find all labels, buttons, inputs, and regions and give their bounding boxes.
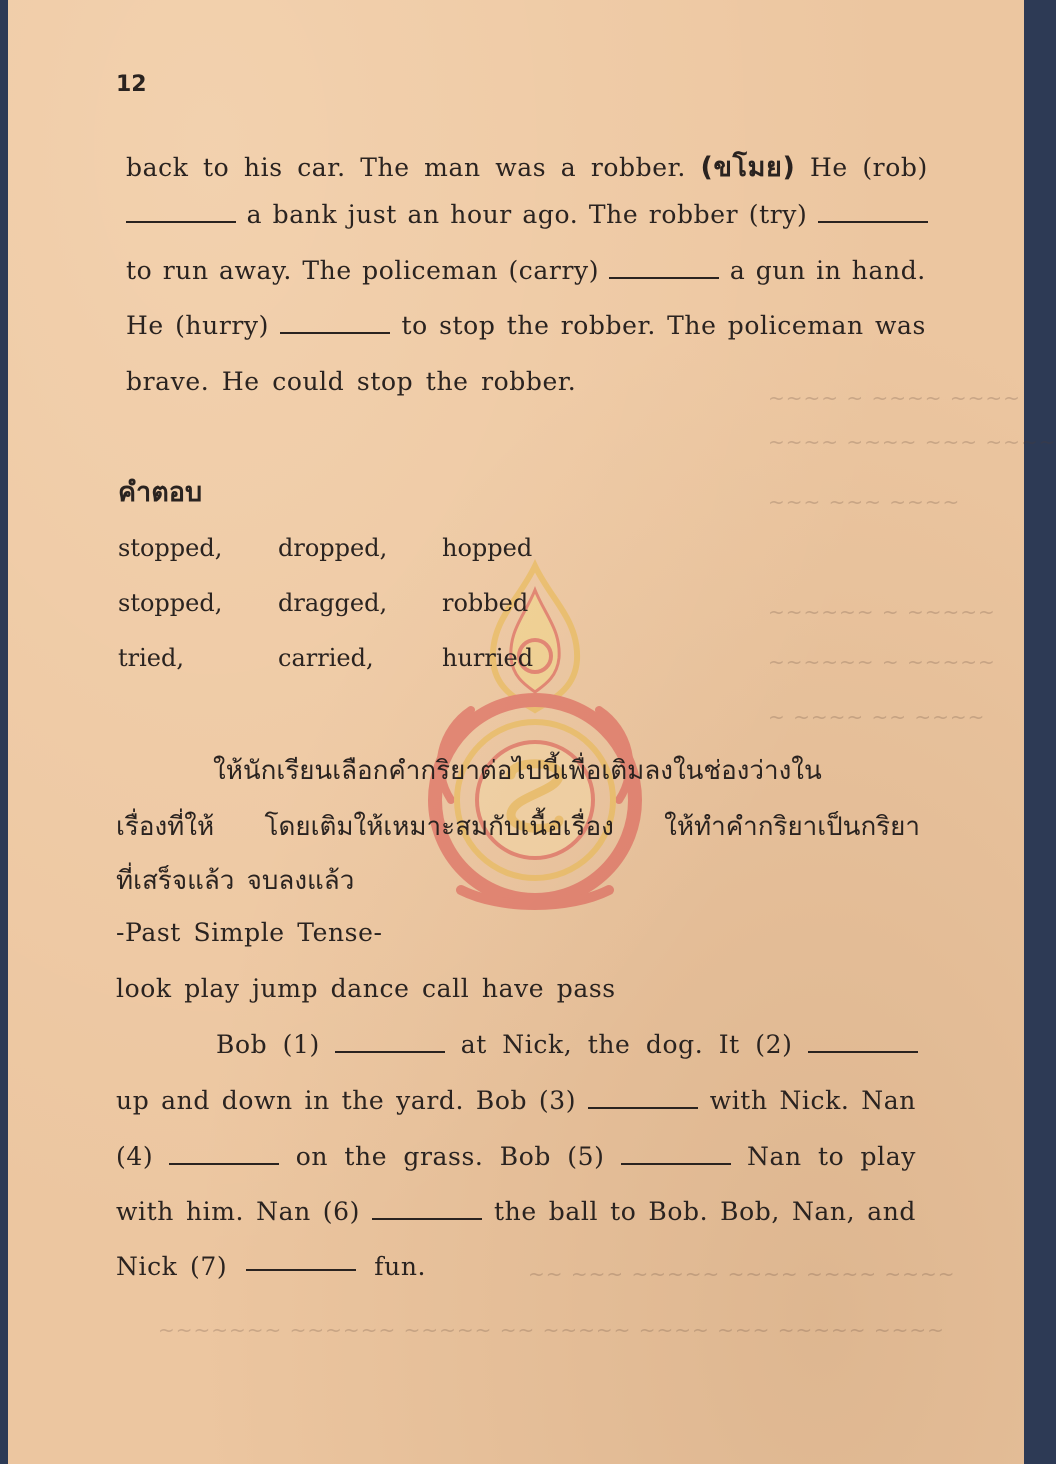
instructions-line-1: ให้นักเรียนเลือกคำกริยาต่อไปนี้เพื่อเติมลงในช่องว่างใน	[213, 756, 822, 786]
answer-blank[interactable]	[588, 1107, 698, 1109]
story2-line-5: Nick (7) fun.	[116, 1252, 427, 1281]
story1-line-4: He (hurry) to stop the robber. The policeman was	[126, 311, 926, 340]
verb-list: look play jump dance call have pass	[116, 974, 616, 1003]
bleed-through-text: ~~~~~~~ ~~~~~~ ~~~~~ ~~ ~~~~~ ~~~~ ~~~ ~~~~~ ~~~~	[158, 1318, 945, 1342]
answer-heading: คำตอบ	[118, 477, 203, 508]
instructions-line-2: เรื่องที่ให้ โดยเติมให้เหมาะสมกับเนื้อเรื่อง ให้ทำคำกริยาเป็นกริยา	[116, 812, 920, 842]
answer-blank[interactable]	[609, 277, 719, 279]
book-page: ~~~~ ~ ~~~~ ~~~~ ~~~~ ~~~~ ~~~ ~~~~ ~~~ ~~~ ~~~~ ~~~~~~ ~ ~~~~~ ~~~~~~ ~ ~~~~~ ~ ~~~~ ~~ ~~~~ ~~ ~~~ ~~~~~ ~~~~ ~~~~ ~~~~ ~~~~~~~ ~~~~~~ ~~~~~ ~~ ~~~~~ ~~~~ ~~~ ~~~~~ ~~~~ 12 back to his car. The man was a robber. (ขโมย) He (rob) a bank just an hour ago. The robber (try) to run away. The policeman (carry) a gun in hand. He (hurry) to stop the robber. The policeman was brave. He could stop the robber. คำตอบ stopped, dropped, hopped stopped, dragged, robbed tried, carried, hurried ให้นักเรียนเลือกคำกริยาต่อไปนี้เพื่อเติมลงในช่องว่างใน เรื่องที่ให้ โดยเติมให้เหมาะสมกับเนื้อเรื่อง ให้ทำคำกริยาเป็นกริยา ที่เสร็จแล้ว จบลงแล้ว -Past Simple Tense- look play jump dance call have pass Bob (1) at Nick, the dog. It (2) up and down in the yard. Bob (3) with Nick. Nan (4) on the grass. Bob (5) Nan to play with him. Nan (6) the ball to Bob. Bob, Nan, and Nick (7) fun.	[8, 0, 1024, 1464]
answer-blank[interactable]	[621, 1163, 731, 1165]
story1-line-5: brave. He could stop the robber.	[126, 367, 577, 396]
bleed-through-text: ~~~~ ~ ~~~~ ~~~~	[768, 386, 1021, 410]
bleed-through-text: ~~~~~~ ~ ~~~~~	[768, 600, 996, 624]
answer-blank[interactable]	[126, 221, 236, 223]
bleed-through-text: ~~~~~~ ~ ~~~~~	[768, 650, 996, 674]
answer-blank[interactable]	[280, 332, 390, 334]
story1-line-2: a bank just an hour ago. The robber (try)	[126, 200, 928, 229]
page-number: 12	[116, 72, 147, 97]
bleed-through-text: ~~ ~~~ ~~~~~ ~~~~ ~~~~ ~~~~	[528, 1262, 956, 1286]
answer-blank[interactable]	[808, 1051, 918, 1053]
bleed-through-text: ~ ~~~~ ~~ ~~~~	[768, 705, 986, 729]
story2-line-4: with him. Nan (6) the ball to Bob. Bob, Nan, and	[116, 1197, 916, 1226]
story2-line-1: Bob (1) at Nick, the dog. It (2)	[216, 1030, 918, 1059]
answer-blank[interactable]	[818, 221, 928, 223]
tense-label: -Past Simple Tense-	[116, 918, 383, 947]
story2-line-3: (4) on the grass. Bob (5) Nan to play	[116, 1142, 916, 1171]
answer-blank[interactable]	[246, 1269, 356, 1271]
instructions-line-3: ที่เสร็จแล้ว จบลงแล้ว	[116, 866, 355, 896]
story1-line-1: back to his car. The man was a robber. (ขโมย) He (rob)	[126, 145, 928, 188]
bleed-through-text: ~~~~ ~~~~ ~~~ ~~~~	[768, 430, 1056, 454]
answer-blank[interactable]	[335, 1051, 445, 1053]
answer-blank[interactable]	[169, 1163, 279, 1165]
story2-line-2: up and down in the yard. Bob (3) with Nick. Nan	[116, 1086, 916, 1115]
thai-gloss: (ขโมย)	[700, 152, 796, 183]
bleed-through-text: ~~~ ~~~ ~~~~	[768, 490, 961, 514]
story1-line-3: to run away. The policeman (carry) a gun in hand.	[126, 256, 926, 285]
answer-blank[interactable]	[372, 1218, 482, 1220]
